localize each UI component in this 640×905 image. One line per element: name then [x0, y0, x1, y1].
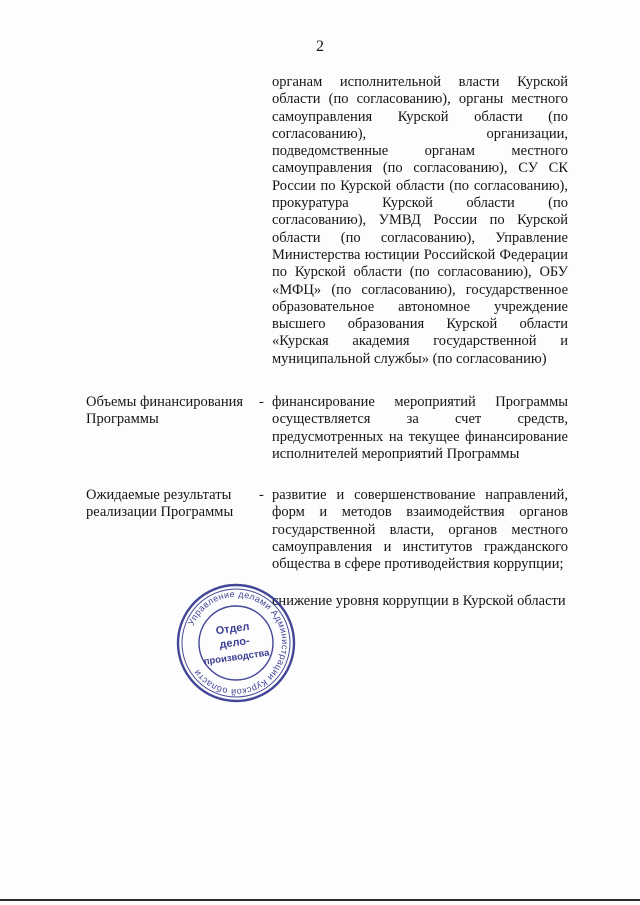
- results-label: Ожидаемые результаты реализации Программы: [86, 487, 234, 521]
- executors-continued-text: органам исполнительной власти Курской области (по согласованию), органы местного самоуправления Курской области (по согласованию), организации, подведомственные органам местного самоуправления (по согласованию), СУ СК России по Курской области (по согласованию), прокуратура Курской области (по согласованию), УМВД России по Курской области (по согласованию), Управление Министерства юстиции Российской Федерации по Курской области (по согласованию), ОБУ «МФЦ» (по согласованию), государственное образовательное автономное учреждение высшего образования Курской области «Курская академия государственной и муниципальной службы» (по согласованию): [272, 74, 568, 367]
- page-number: 2: [316, 38, 324, 55]
- funding-text: финансирование мероприятий Программы осуществляется за счет средств, предусмотренных на текущее финансирование исполнителей мероприятий Программы: [272, 394, 568, 462]
- results-dash: -: [259, 487, 264, 503]
- stamp-line-3: производства: [203, 647, 271, 668]
- funding-label: Объемы финансирования Программы: [86, 394, 244, 428]
- stamp-line-2: дело-: [218, 634, 251, 652]
- bottom-scan-border: [0, 899, 640, 901]
- results-item-2: снижение уровня коррупции в Курской области: [272, 593, 566, 609]
- stamp-outer-text: Управление делами Администрации Курской области: [185, 588, 291, 698]
- funding-dash: -: [259, 394, 264, 410]
- department-stamp: [175, 582, 297, 704]
- results-item-1: развитие и совершенствование направлений, форм и методов взаимодействия органов государственной власти, органов местного самоуправления и институтов гражданского общества в сфере противодействия коррупции;: [272, 487, 568, 573]
- stamp-line-1: Отдел: [214, 620, 251, 638]
